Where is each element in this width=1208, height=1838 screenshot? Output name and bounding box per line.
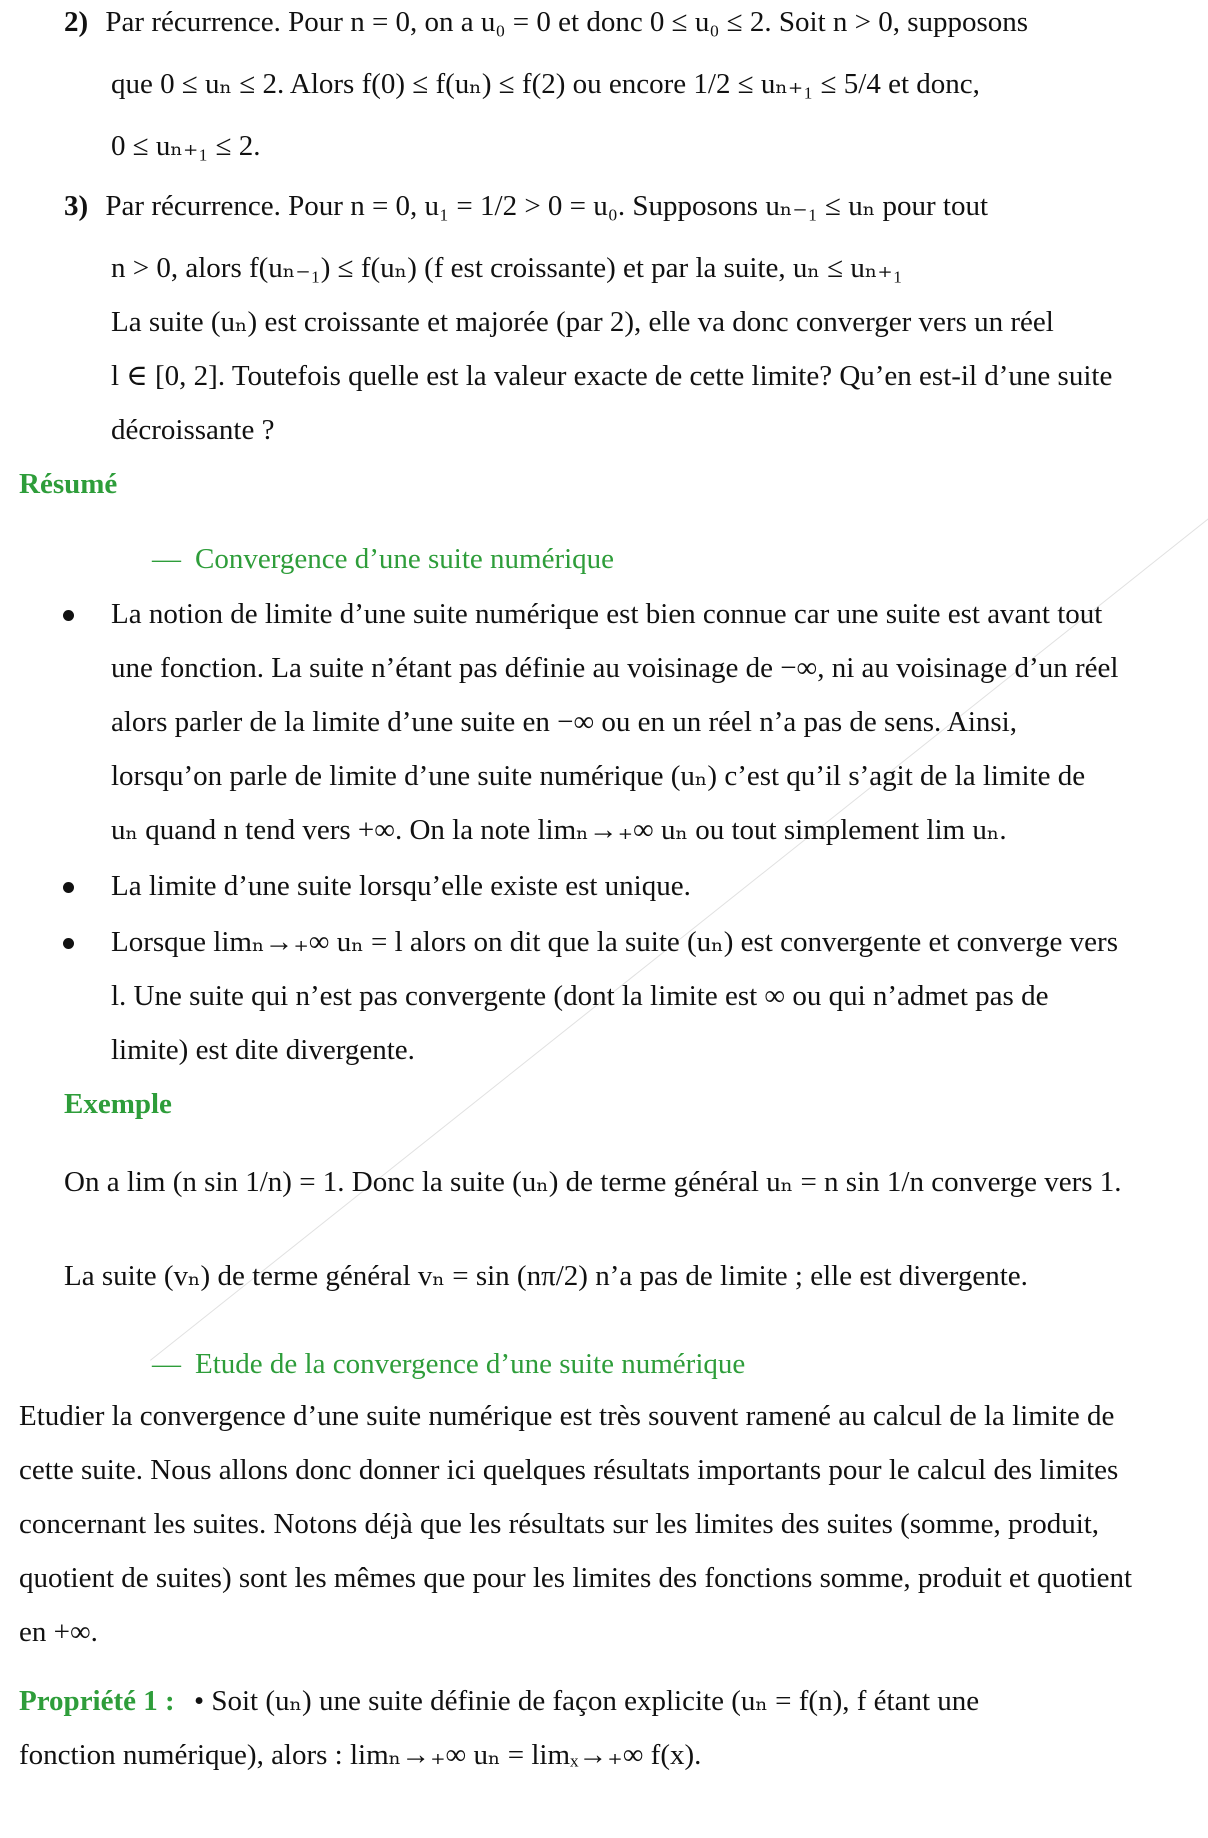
item2-number: 2): [64, 6, 89, 38]
item3-line3: La suite (uₙ) est croissante et majorée (par 2), elle va donc converger vers un réel: [111, 306, 1054, 338]
bullet-3-line2: l. Une suite qui n’est pas convergente (dont la limite est ∞ ou qui n’admet pas de: [111, 980, 1049, 1012]
item3-number: 3): [64, 190, 89, 222]
propriete-label: Propriété 1 :: [19, 1685, 175, 1717]
item2-text1: Par récurrence. Pour n = 0, on a u₀ = 0 et donc 0 ≤ u₀ ≤ 2. Soit n > 0, supposons: [105, 6, 1029, 38]
bullet-3-dot: [63, 938, 74, 949]
propriete-line2: fonction numérique), alors : limₙ→₊∞ uₙ = limₓ→₊∞ f(x).: [19, 1739, 702, 1771]
propriete-line1: [19, 1687, 979, 1716]
section2-line1: Etudier la convergence d’une suite numérique est très souvent ramené au calcul de la limite de: [19, 1400, 1115, 1432]
section2-heading: [152, 1350, 745, 1379]
bullet-1-line2: une fonction. La suite n’étant pas définie au voisinage de −∞, ni au voisinage d’un réel: [111, 652, 1119, 684]
exemple-line1: On a lim (n sin 1/n) = 1. Donc la suite (uₙ) de terme général uₙ = n sin 1/n converge vers 1.: [64, 1166, 1122, 1198]
section1-dash: —: [152, 543, 181, 575]
section2-line5: en +∞.: [19, 1616, 98, 1648]
section2-title: Etude de la convergence d’une suite numérique: [195, 1348, 746, 1380]
section2-line4: quotient de suites) sont les mêmes que pour les limites des fonctions somme, produit et quotient: [19, 1562, 1133, 1594]
section1-heading: [152, 545, 614, 574]
item3-line5: décroissante ?: [111, 414, 275, 446]
bullet-1-line4: lorsqu’on parle de limite d’une suite numérique (uₙ) c’est qu’il s’agit de la limite de: [111, 760, 1086, 792]
section2-dash: —: [152, 1348, 181, 1380]
bullet-2-line1: La limite d’une suite lorsqu’elle existe est unique.: [111, 870, 691, 902]
bullet-2-dot: [63, 882, 74, 893]
section2-line3: concernant les suites. Notons déjà que les résultats sur les limites des suites (somme, produit,: [19, 1508, 1100, 1540]
exemple-line2: La suite (vₙ) de terme général vₙ = sin (nπ/2) n’a pas de limite ; elle est divergente.: [64, 1260, 1028, 1292]
item3-text1: Par récurrence. Pour n = 0, u₁ = 1/2 > 0 = u₀. Supposons uₙ₋₁ ≤ uₙ pour tout: [105, 190, 989, 222]
bullet-1-dot: [63, 610, 74, 621]
propriete-text1: • Soit (uₙ) une suite définie de façon explicite (uₙ = f(n), f étant une: [193, 1685, 980, 1717]
item2-line1: [64, 8, 1028, 37]
item3-line4: l ∈ [0, 2]. Toutefois quelle est la valeur exacte de cette limite? Qu’en est-il d’une suite: [111, 360, 1113, 392]
bullet-3-line3: limite) est dite divergente.: [111, 1034, 415, 1066]
item2-line3: 0 ≤ uₙ₊₁ ≤ 2.: [111, 130, 261, 162]
resume-heading: Résumé: [19, 468, 118, 500]
item3-line1: [64, 192, 988, 221]
section1-title: Convergence d’une suite numérique: [195, 543, 615, 575]
item3-line2: n > 0, alors f(uₙ₋₁) ≤ f(uₙ) (f est croissante) et par la suite, uₙ ≤ uₙ₊₁: [111, 252, 903, 284]
item2-line2: que 0 ≤ uₙ ≤ 2. Alors f(0) ≤ f(uₙ) ≤ f(2) ou encore 1/2 ≤ uₙ₊₁ ≤ 5/4 et donc,: [111, 68, 980, 100]
bullet-3-line1: Lorsque limₙ→₊∞ uₙ = l alors on dit que la suite (uₙ) est convergente et converge vers: [111, 926, 1118, 958]
bullet-1-line5: uₙ quand n tend vers +∞. On la note limₙ→₊∞ uₙ ou tout simplement lim uₙ.: [111, 814, 1007, 846]
exemple-heading: Exemple: [64, 1088, 172, 1120]
section2-line2: cette suite. Nous allons donc donner ici quelques résultats importants pour le calcul des limites: [19, 1454, 1119, 1486]
bullet-1-line1: La notion de limite d’une suite numérique est bien connue car une suite est avant tout: [111, 598, 1103, 630]
bullet-1-line3: alors parler de la limite d’une suite en −∞ ou en un réel n’a pas de sens. Ainsi,: [111, 706, 1017, 738]
